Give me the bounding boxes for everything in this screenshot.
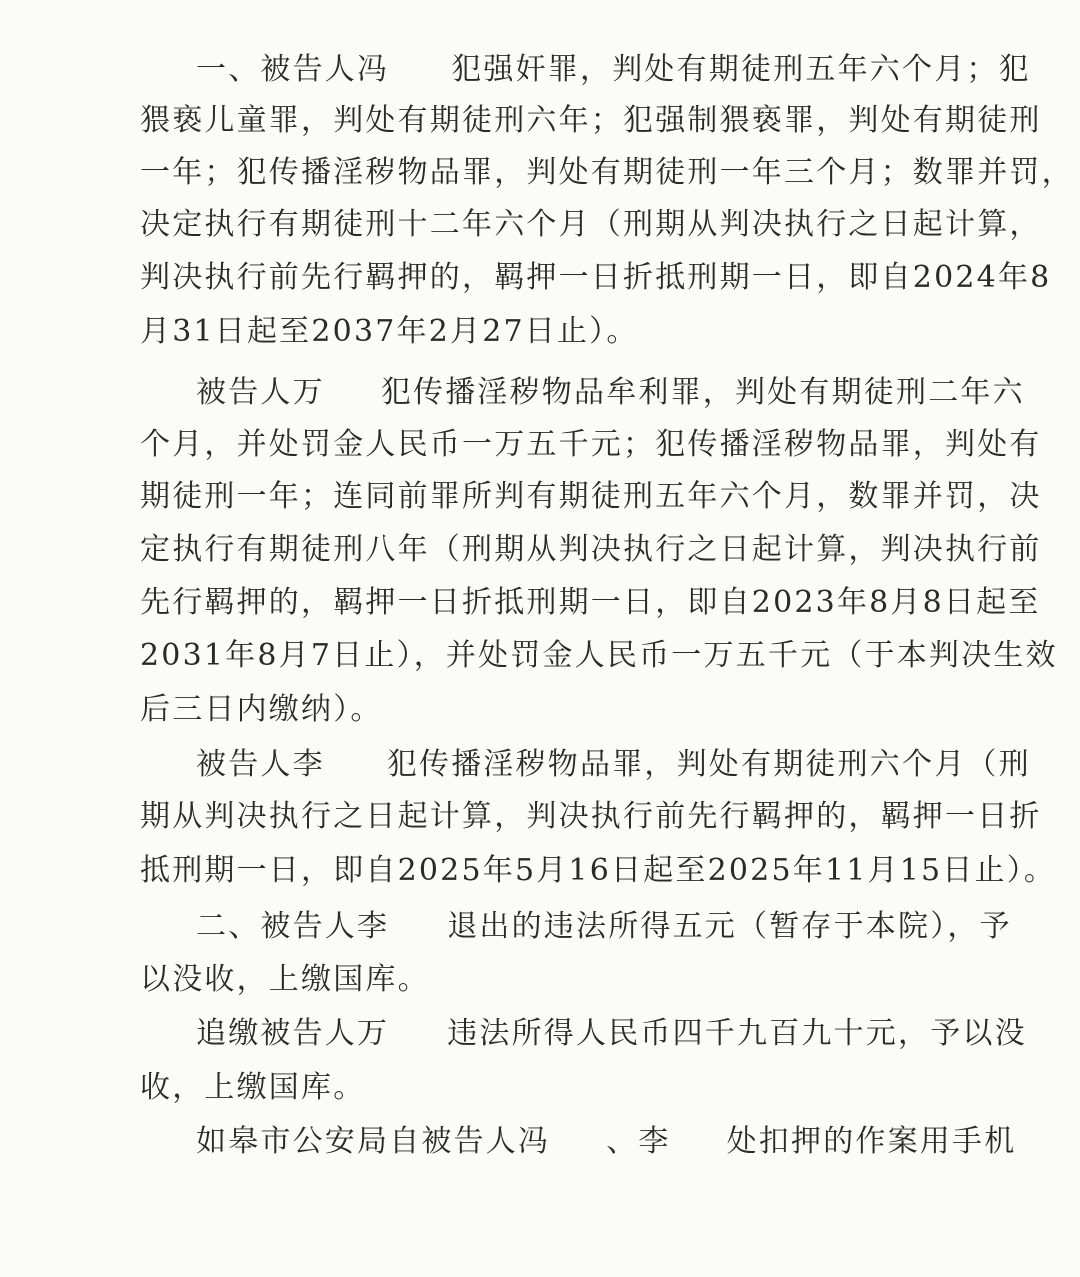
text-segment: 犯传播淫秽物品牟利罪，判处有期徒刑二年六	[380, 375, 1025, 410]
text-line: 一年；犯传播淫秽物品罪，判处有期徒刑一年三个月；数罪并罚，	[140, 155, 1074, 190]
text-line: 以没收，上缴国库。	[140, 962, 430, 997]
text-line: 决定执行有期徒刑十二年六个月（刑期从判决执行之日起计算，	[140, 207, 1042, 242]
text-line: 月31日起至2037年2月27日止）。	[140, 314, 639, 349]
text-line: 个月，并处罚金人民币一万五千元；犯传播淫秽物品罪，判处有	[140, 427, 1042, 462]
text-line: 判决执行前先行羁押的，羁押一日折抵刑期一日，即自2024年8	[140, 260, 1052, 295]
text-segment: 一、被告人冯	[196, 52, 390, 87]
text-segment: 如皋市公安局自被告人冯	[196, 1124, 551, 1159]
text-line	[196, 1014, 1027, 1054]
text-line: 收，上缴国库。	[140, 1070, 366, 1105]
text-line: 期徒刑一年；连同前罪所判有期徒刑五年六个月，数罪并罚，决	[140, 479, 1042, 514]
text-line	[196, 907, 1012, 947]
text-segment: 被告人李	[196, 747, 325, 782]
text-segment: 犯传播淫秽物品罪，判处有期徒刑六个月（刑	[386, 747, 1031, 782]
text-line: 后三日内缴纳）。	[140, 692, 383, 727]
text-segment: 处扣押的作案用手机	[726, 1124, 1017, 1159]
text-line	[196, 745, 1031, 785]
text-line: 猥亵儿童罪，判处有期徒刑六年；犯强制猥亵罪，判处有期徒刑	[140, 103, 1042, 138]
text-segment: 违法所得人民币四千九百九十元，予以没	[447, 1016, 1027, 1051]
text-segment: 犯强奸罪，判处有期徒刑五年六个月；犯	[451, 52, 1031, 87]
text-line: 定执行有期徒刑八年（刑期从判决执行之日起计算，判决执行前	[140, 532, 1042, 567]
text-line: 2031年8月7日止），并处罚金人民币一万五千元（于本判决生效	[140, 638, 1058, 673]
text-line	[196, 50, 1031, 90]
text-segment: 二、被告人李	[196, 909, 390, 944]
text-line: 先行羁押的，羁押一日折抵刑期一日，即自2023年8月8日起至	[140, 585, 1041, 620]
text-line: 抵刑期一日，即自2025年5月16日起至2025年11月15日止）。	[140, 853, 1057, 888]
text-segment: 退出的违法所得五元（暂存于本院），予	[447, 909, 1012, 944]
text-line	[196, 1122, 1017, 1162]
text-segment: 被告人万	[196, 375, 325, 410]
text-segment: 追缴被告人万	[196, 1016, 390, 1051]
text-line: 期从判决执行之日起计算，判决执行前先行羁押的，羁押一日折	[140, 799, 1042, 834]
text-line	[196, 373, 1025, 413]
text-segment: 、李	[606, 1124, 671, 1159]
